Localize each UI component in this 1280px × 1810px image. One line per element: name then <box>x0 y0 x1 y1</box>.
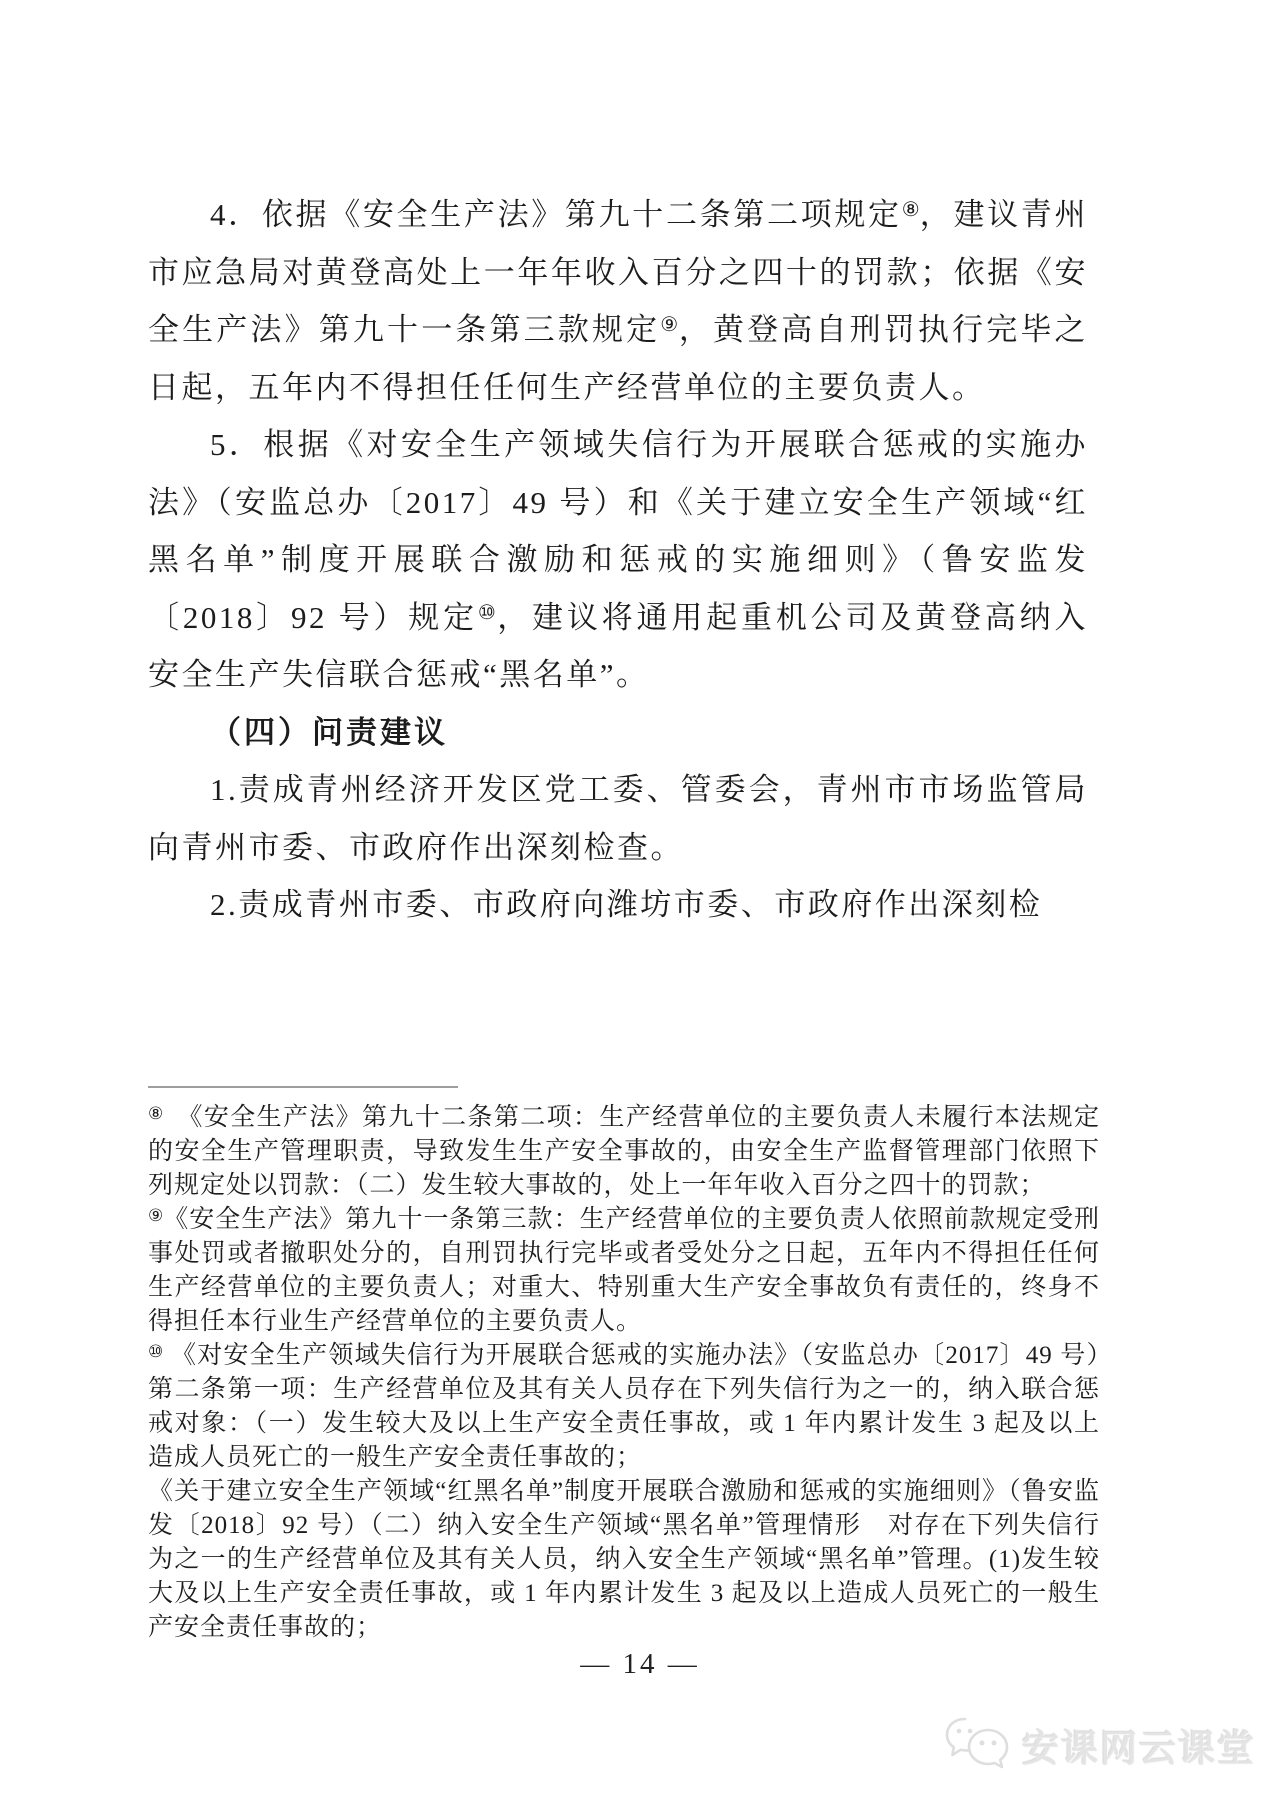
paragraph: 5．根据《对安全生产领域失信行为开展联合惩戒的实施办法》（安监总办〔2017〕49 号）和《关于建立安全生产领域“红黑名单”制度开展联合激励和惩戒的实施细则》（鲁安监发〔2018〕92 号）规定⑩，建议将通用起重机公司及黄登高纳入安全生产失信联合惩戒“黑名单”。 <box>148 427 1089 692</box>
footnote-separator <box>148 1086 458 1088</box>
watermark <box>944 1716 1256 1774</box>
footnotes-block <box>148 1086 1100 1645</box>
footnote-marker: ⑧ <box>148 1104 164 1123</box>
paragraph: 1.责成青州经济开发区党工委、管委会，青州市市场监管局向青州市委、市政府作出深刻检查。 <box>148 772 1088 865</box>
footnote-item: ⑧ 《安全生产法》第九十二条第二项：生产经营单位的主要负责人未履行本法规定的安全生产管理职责，导致发生生产安全事故的，由安全生产监督管理部门依照下列规定处以罚款：（二）发生较大事故的，处上一年年收入百分之四十的罚款； <box>148 1104 1100 1199</box>
footnote-marker: ⑩ <box>148 1342 164 1361</box>
footnote-item: ⑨《安全生产法》第九十一条第三款：生产经营单位的主要负责人依照前款规定受刑事处罚或者撤职处分的，自刑罚执行完毕或者受处分之日起，五年内不得担任任何生产经营单位的主要负责人；对重大、特别重大生产安全事故负有责任的，终身不得担任本行业生产经营单位的主要负责人。 <box>148 1206 1100 1335</box>
footnote-ref: ⑨ <box>660 314 679 336</box>
footnote-marker: ⑨ <box>148 1206 164 1225</box>
footnote-ref: ⑩ <box>477 601 498 624</box>
footnote-item: 《关于建立安全生产领域“红黑名单”制度开展联合激励和惩戒的实施细则》（鲁安监发〔2018〕92 号）（二）纳入安全生产领域“黑名单”管理情形 对存在下列失信行为之一的生产经营单位及其有关人员，纳入安全生产领域“黑名单”管理。(1)发生较大及以上生产安全责任事故，或 1 年内累计发生 3 起及以上造成人员死亡的一般生产安全责任事故的； <box>148 1478 1100 1641</box>
footnotes-list <box>148 1101 1100 1645</box>
watermark-label: 安课网云课堂 <box>1022 1728 1256 1769</box>
chat-bubbles-icon <box>944 1716 1012 1774</box>
main-text <box>148 186 1088 934</box>
footnote-ref: ⑧ <box>901 199 920 221</box>
paragraph: 2.责成青州市委、市政府向潍坊市委、市政府作出深刻检 <box>210 887 1043 922</box>
footnote-item: ⑩ 《对安全生产领域失信行为开展联合惩戒的实施办法》（安监总办〔2017〕49 号）第二条第一项：生产经营单位及其有关人员存在下列失信行为之一的，纳入联合惩戒对象：（一）发生较大及以上生产安全责任事故，或 1 年内累计发生 3 起及以上造成人员死亡的一般生产安全责任事故的； <box>148 1342 1100 1471</box>
paragraph: 4．依据《安全生产法》第九十二条第二项规定⑧，建议青州市应急局对黄登高处上一年年收入百分之四十的罚款；依据《安全生产法》第九十一条第三款规定⑨，黄登高自刑罚执行完毕之日起，五年内不得担任任何生产经营单位的主要负责人。 <box>148 197 1089 405</box>
page-number: — 14 — <box>580 1648 700 1680</box>
section-heading: （四）问责建议 <box>210 714 448 750</box>
